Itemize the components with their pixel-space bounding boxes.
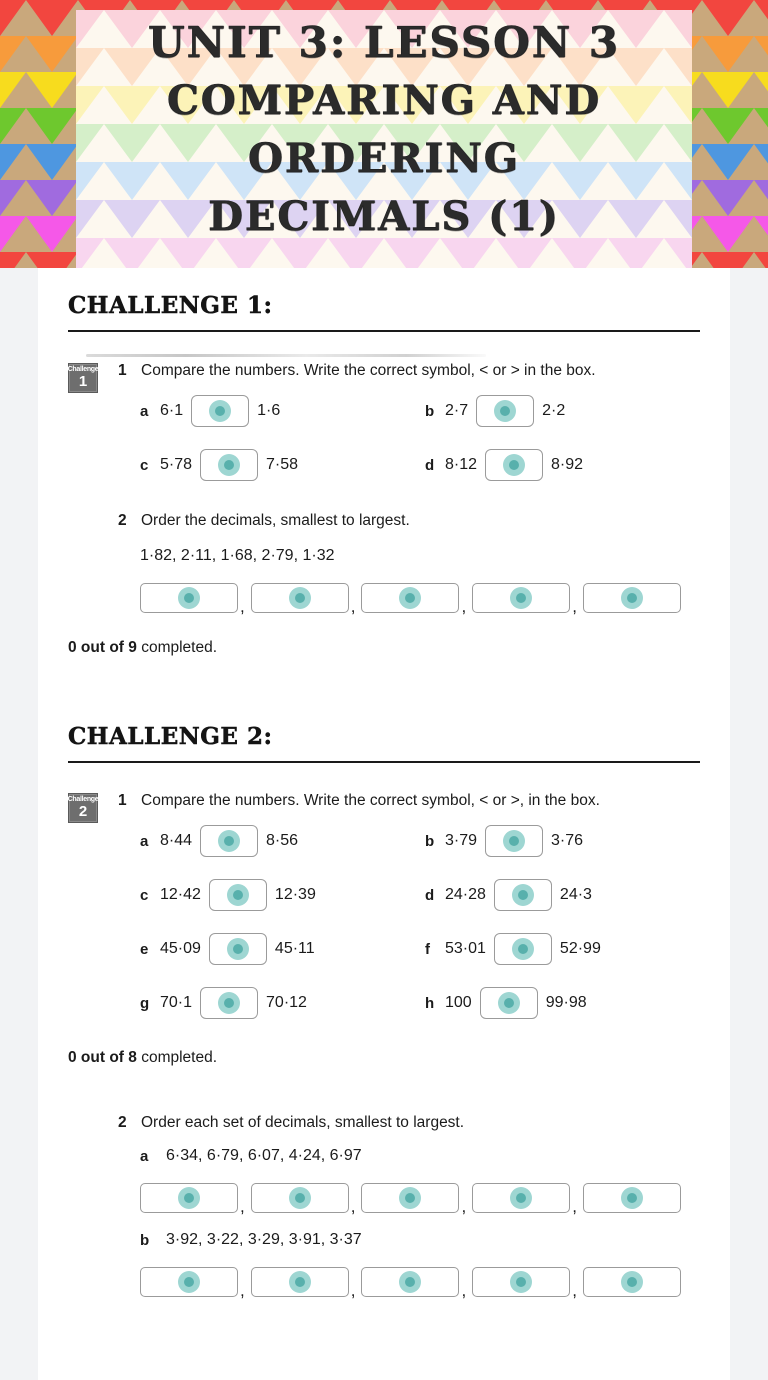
teal-circle-marker-icon <box>498 992 520 1014</box>
item-letter: h <box>425 994 435 1012</box>
progress-label: completed. <box>136 1049 218 1066</box>
challenge-2-question-2 <box>68 1113 700 1301</box>
teal-circle-center-icon <box>295 1277 305 1287</box>
teal-circle-marker-icon <box>399 1271 421 1293</box>
item-letter: c <box>140 886 149 904</box>
scan-artifact-line <box>86 354 486 357</box>
challenge-2-order-sets <box>78 1147 700 1301</box>
teal-circle-center-icon <box>516 593 526 603</box>
teal-circle-center-icon <box>627 1277 637 1287</box>
left-operand: 53·01 <box>445 940 486 957</box>
teal-circle-center-icon <box>518 890 528 900</box>
teal-circle-center-icon <box>516 1193 526 1203</box>
compare-item <box>425 825 700 857</box>
challenge-1-question-1 <box>68 361 700 481</box>
comparison-symbol-input[interactable] <box>191 395 249 427</box>
chevron-band <box>76 200 692 238</box>
item-letter: d <box>425 456 435 474</box>
teal-circle-marker-icon <box>289 587 311 609</box>
item-letter: a <box>140 402 149 420</box>
separator-comma: , <box>240 1281 245 1300</box>
teal-circle-center-icon <box>233 890 243 900</box>
order-answer-input[interactable] <box>361 1183 459 1213</box>
right-operand: 12·39 <box>274 886 316 903</box>
compare-item <box>140 933 415 965</box>
title-line-4: DECIMALS (1) <box>208 193 560 240</box>
challenge-2-heading: CHALLENGE 2: <box>68 723 273 750</box>
teal-circle-marker-icon <box>209 400 231 422</box>
item-letter: d <box>425 886 435 904</box>
left-operand: 2·7 <box>445 402 469 419</box>
right-operand: 52·99 <box>559 940 601 957</box>
decimal-set-values: 6·34, 6·79, 6·07, 4·24, 6·97 <box>166 1147 362 1164</box>
teal-circle-center-icon <box>184 1193 194 1203</box>
teal-circle-center-icon <box>518 944 528 954</box>
chevron-band <box>76 48 692 86</box>
order-answer-input[interactable] <box>361 583 459 613</box>
compare-item <box>425 449 700 481</box>
order-answer-input[interactable] <box>583 583 681 613</box>
decimal-set-values: 1·82, 2·11, 1·68, 2·79, 1·32 <box>140 547 335 564</box>
challenge-badge-word: Challenge <box>67 366 99 373</box>
right-operand: 1·6 <box>257 402 281 419</box>
teal-circle-marker-icon <box>218 830 240 852</box>
order-answer-input[interactable] <box>251 1183 349 1213</box>
progress-count: 0 out of 8 <box>68 1049 137 1066</box>
teal-circle-marker-icon <box>178 587 200 609</box>
comparison-symbol-input[interactable] <box>200 987 258 1019</box>
teal-circle-center-icon <box>405 1193 415 1203</box>
separator-comma: , <box>350 1197 356 1216</box>
challenge-2-question-1 <box>68 791 700 1019</box>
question-text: Compare the numbers. Write the correct symbol, < or >, in the box. <box>141 792 600 809</box>
teal-circle-marker-icon <box>178 1187 200 1209</box>
right-operand: 70·12 <box>266 994 307 1011</box>
teal-circle-marker-icon <box>621 587 643 609</box>
teal-circle-marker-icon <box>621 1271 643 1293</box>
separator-comma: , <box>461 1281 467 1300</box>
progress-label: completed. <box>136 639 218 656</box>
order-answer-input[interactable] <box>583 1183 681 1213</box>
teal-circle-marker-icon <box>399 587 421 609</box>
chevron-band <box>76 86 692 124</box>
teal-circle-marker-icon <box>510 587 532 609</box>
ordering-set-answer-row <box>140 1263 700 1301</box>
comparison-symbol-input[interactable] <box>209 933 267 965</box>
teal-circle-center-icon <box>509 460 519 470</box>
challenge-1-compare-grid <box>140 395 700 481</box>
compare-item <box>140 987 415 1019</box>
section-spacer <box>68 657 700 721</box>
teal-circle-marker-icon <box>218 992 240 1014</box>
teal-circle-center-icon <box>295 1193 305 1203</box>
item-letter: b <box>425 832 435 850</box>
teal-circle-center-icon <box>500 406 510 416</box>
question-number: 2 <box>118 1114 127 1131</box>
item-letter: c <box>140 456 149 474</box>
left-operand: 70·1 <box>160 994 193 1011</box>
teal-circle-marker-icon <box>178 1271 200 1293</box>
challenge-1-divider <box>68 330 700 332</box>
separator-comma: , <box>572 1281 577 1300</box>
progress-count: 0 out of 9 <box>68 639 137 656</box>
compare-item <box>140 825 415 857</box>
teal-circle-center-icon <box>224 836 234 846</box>
pastel-chevron-panel <box>76 10 692 268</box>
separator-comma: , <box>461 597 467 616</box>
separator-comma: , <box>350 597 356 616</box>
separator-comma: , <box>461 1197 467 1216</box>
teal-circle-marker-icon <box>227 938 249 960</box>
teal-circle-marker-icon <box>621 1187 643 1209</box>
compare-item <box>140 449 415 481</box>
compare-item <box>425 879 700 911</box>
order-answer-input[interactable] <box>472 1267 570 1297</box>
teal-circle-marker-icon <box>399 1187 421 1209</box>
left-operand: 100 <box>445 994 472 1011</box>
teal-circle-center-icon <box>184 1277 194 1287</box>
teal-circle-center-icon <box>627 593 637 603</box>
right-operand: 8·56 <box>266 832 299 849</box>
chevron-band <box>76 124 692 162</box>
title-line-1: UNIT 3: LESSON 3 <box>148 18 620 67</box>
worksheet-card <box>38 268 730 1380</box>
section-spacer <box>68 1067 700 1113</box>
teal-circle-center-icon <box>509 836 519 846</box>
challenge-badge-icon <box>68 363 98 393</box>
set-letter: b <box>140 1231 150 1249</box>
order-answer-input[interactable] <box>251 1267 349 1297</box>
teal-circle-center-icon <box>215 406 225 416</box>
left-operand: 6·1 <box>160 402 184 419</box>
teal-circle-marker-icon <box>218 454 240 476</box>
compare-item <box>425 933 700 965</box>
left-operand: 12·42 <box>160 886 201 903</box>
left-operand: 3·79 <box>445 832 478 849</box>
order-answer-input[interactable] <box>140 1183 238 1213</box>
comparison-symbol-input[interactable] <box>480 987 538 1019</box>
teal-circle-marker-icon <box>503 830 525 852</box>
left-operand: 45·09 <box>160 940 201 957</box>
challenge-badge-word: Challenge <box>67 796 99 803</box>
teal-circle-marker-icon <box>289 1271 311 1293</box>
comparison-symbol-input[interactable] <box>476 395 534 427</box>
right-operand: 3·76 <box>551 832 584 849</box>
left-operand: 8·44 <box>160 832 193 849</box>
order-answer-input[interactable] <box>472 1183 570 1213</box>
order-answer-input[interactable] <box>140 1267 238 1297</box>
question-number: 1 <box>118 792 127 809</box>
order-answer-input[interactable] <box>140 583 238 613</box>
comparison-symbol-input[interactable] <box>200 449 258 481</box>
teal-circle-center-icon <box>295 593 305 603</box>
right-operand: 7·58 <box>266 456 299 473</box>
compare-item <box>425 395 700 427</box>
lesson-title-banner <box>0 0 768 268</box>
decimal-set-values: 3·92, 3·22, 3·29, 3·91, 3·37 <box>166 1231 362 1248</box>
compare-item <box>140 395 415 427</box>
ordering-set-answer-row <box>140 1179 700 1217</box>
teal-circle-center-icon <box>184 593 194 603</box>
right-operand: 45·11 <box>274 940 315 957</box>
left-operand: 5·78 <box>160 456 193 473</box>
challenge-1-question-2 <box>68 511 700 617</box>
left-operand: 8·12 <box>445 456 478 473</box>
order-answer-input[interactable] <box>583 1267 681 1297</box>
teal-circle-marker-icon <box>494 400 516 422</box>
teal-circle-marker-icon <box>289 1187 311 1209</box>
question-number: 1 <box>118 362 127 379</box>
title-line-3: ORDERING <box>248 135 520 182</box>
challenge-1-order-answer-row <box>140 579 700 617</box>
comparison-symbol-input[interactable] <box>485 449 543 481</box>
item-letter: g <box>140 994 150 1012</box>
teal-circle-center-icon <box>405 1277 415 1287</box>
separator-comma: , <box>572 1197 577 1216</box>
right-operand: 99·98 <box>545 994 587 1011</box>
question-text: Compare the numbers. Write the correct symbol, < or > in the box. <box>141 362 596 379</box>
order-answer-input[interactable] <box>251 583 349 613</box>
right-operand: 24·3 <box>559 886 592 903</box>
separator-comma: , <box>350 1281 356 1300</box>
item-letter: f <box>425 940 430 958</box>
teal-circle-center-icon <box>516 1277 526 1287</box>
teal-circle-center-icon <box>224 998 234 1008</box>
challenge-badge-number: 1 <box>78 373 88 390</box>
ordering-set-values-row <box>140 1231 700 1249</box>
teal-circle-marker-icon <box>503 454 525 476</box>
question-text: Order each set of decimals, smallest to largest. <box>141 1114 465 1131</box>
challenge-2-divider <box>68 761 700 763</box>
right-operand: 2·2 <box>542 402 566 419</box>
challenge-badge-icon <box>68 793 98 823</box>
teal-circle-marker-icon <box>227 884 249 906</box>
item-letter: e <box>140 940 149 958</box>
challenge-2-progress <box>68 1049 700 1067</box>
chevron-band <box>76 10 692 48</box>
item-letter: a <box>140 832 149 850</box>
teal-circle-marker-icon <box>512 938 534 960</box>
teal-circle-marker-icon <box>512 884 534 906</box>
order-answer-input[interactable] <box>472 583 570 613</box>
teal-circle-center-icon <box>504 998 514 1008</box>
teal-circle-marker-icon <box>510 1271 532 1293</box>
chevron-band <box>76 238 692 268</box>
teal-circle-center-icon <box>233 944 243 954</box>
separator-comma: , <box>240 597 245 616</box>
challenge-badge-number: 2 <box>78 803 88 820</box>
comparison-symbol-input[interactable] <box>209 879 267 911</box>
title-line-2: COMPARING AND <box>166 77 602 124</box>
challenge-1-heading: CHALLENGE 1: <box>68 292 273 319</box>
question-number: 2 <box>118 512 127 529</box>
chevron-band <box>76 162 692 200</box>
teal-circle-center-icon <box>224 460 234 470</box>
compare-item <box>425 987 700 1019</box>
ordering-set-values-row <box>140 1147 700 1165</box>
comparison-symbol-input[interactable] <box>494 879 552 911</box>
compare-item <box>140 879 415 911</box>
comparison-symbol-input[interactable] <box>485 825 543 857</box>
comparison-symbol-input[interactable] <box>494 933 552 965</box>
question-text: Order the decimals, smallest to largest. <box>141 512 410 529</box>
separator-comma: , <box>572 597 577 616</box>
order-answer-input[interactable] <box>361 1267 459 1297</box>
comparison-symbol-input[interactable] <box>200 825 258 857</box>
left-operand: 24·28 <box>445 886 486 903</box>
set-letter: a <box>140 1147 149 1165</box>
challenge-1-progress <box>68 639 700 657</box>
teal-circle-center-icon <box>627 1193 637 1203</box>
challenge-2-compare-grid <box>140 825 700 1019</box>
separator-comma: , <box>240 1197 245 1216</box>
teal-circle-marker-icon <box>510 1187 532 1209</box>
item-letter: b <box>425 402 435 420</box>
teal-circle-center-icon <box>405 593 415 603</box>
right-operand: 8·92 <box>551 456 584 473</box>
